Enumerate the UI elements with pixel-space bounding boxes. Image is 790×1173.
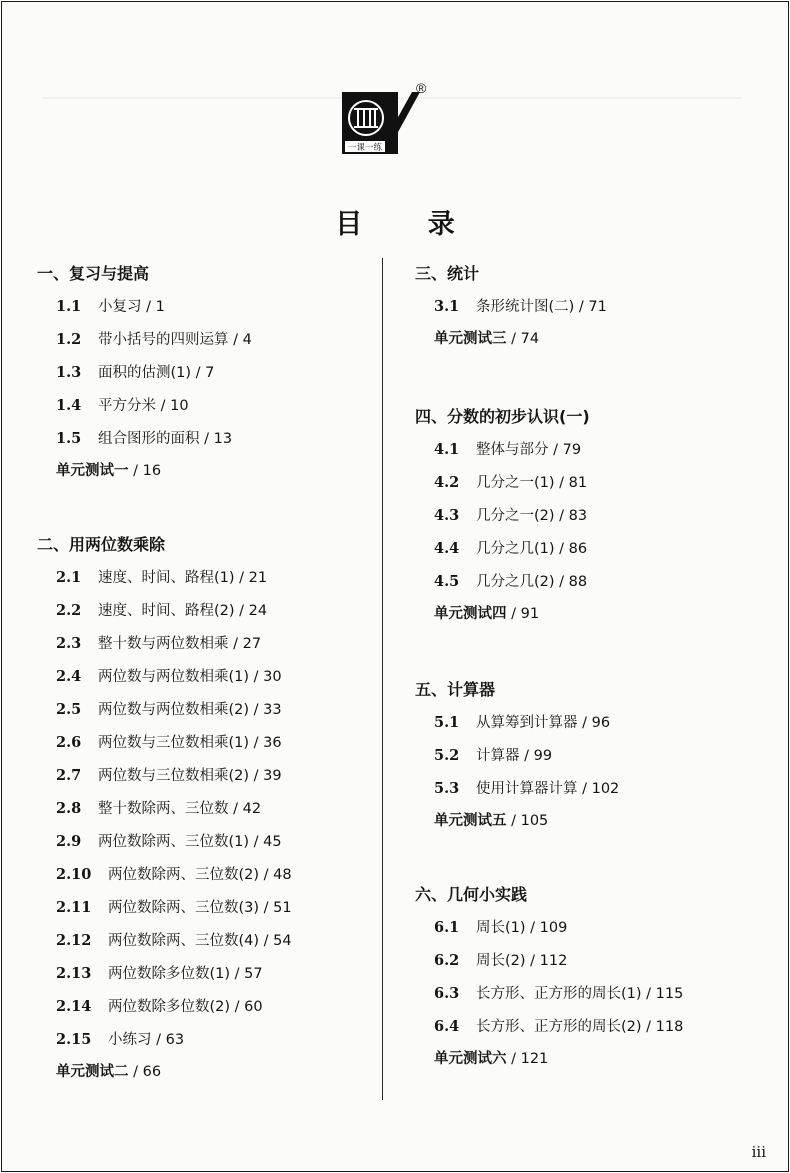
toc-entry[interactable] [415,739,683,772]
toc-unit [37,257,292,488]
unit-test-entry[interactable] [37,455,292,488]
entry-label: 两位数除两、三位数(2) / 48 [108,867,292,883]
entry-label: 整体与部分 / 79 [476,442,582,458]
entry-number: 2.2 [56,602,82,619]
entry-label: 周长(1) / 109 [476,920,568,936]
toc-entry[interactable] [415,944,683,977]
entry-label: 两位数与两位数相乘(2) / 33 [98,702,282,718]
entry-number: 2.8 [56,800,82,817]
page-number: iii [751,1143,766,1161]
entry-number: 2.6 [56,734,82,751]
entry-number: 4.1 [434,441,460,458]
entry-number: 1.3 [56,364,82,381]
entry-label: 使用计算器计算 / 102 [476,781,620,797]
unit-test-name: 单元测试三 [434,331,507,347]
entry-label: 带小括号的四则运算 / 4 [98,332,252,348]
toc-unit [415,878,683,1076]
toc-entry[interactable] [415,772,683,805]
toc-entry[interactable] [37,990,292,1023]
entry-number: 1.2 [56,331,82,348]
unit-heading[interactable]: 四、分数的初步认识(一) [415,407,590,426]
entry-number: 2.1 [56,569,82,586]
toc-unit [415,257,683,356]
unit-test-page: / 91 [506,606,540,622]
toc-entry[interactable] [37,389,292,422]
entry-label: 两位数除两、三位数(4) / 54 [108,933,292,949]
toc-page [1,1,789,1172]
entry-label: 几分之一(1) / 81 [476,475,588,491]
toc-entry[interactable] [415,706,683,739]
toc-unit [415,673,683,838]
entry-label: 小练习 / 63 [108,1032,185,1048]
entry-number: 6.1 [434,919,460,936]
entry-label: 整十数除两、三位数 / 42 [98,801,262,817]
toc-entry[interactable] [37,660,292,693]
unit-test-entry[interactable] [415,598,683,631]
toc-entry[interactable] [37,594,292,627]
entry-number: 2.12 [56,932,92,949]
entry-label: 两位数除两、三位数(1) / 45 [98,834,282,850]
toc-unit [37,528,292,1089]
page-title: 目 录 [335,209,483,240]
entry-number: 6.4 [434,1018,460,1035]
entry-number: 1.4 [56,397,82,414]
unit-test-name: 单元测试五 [434,813,507,829]
column-divider [382,258,383,1100]
unit-heading[interactable]: 三、统计 [415,264,480,283]
toc-entry[interactable] [415,433,683,466]
unit-test-page: / 66 [128,1064,162,1080]
entry-number: 4.4 [434,540,460,557]
entry-number: 2.13 [56,965,92,982]
entry-label: 面积的估测(1) / 7 [98,365,215,381]
entry-label: 两位数与三位数相乘(2) / 39 [98,768,282,784]
toc-entry[interactable] [37,290,292,323]
entry-label: 条形统计图(二) / 71 [476,299,607,315]
toc-entry[interactable] [37,561,292,594]
unit-test-page: / 74 [506,331,540,347]
entry-label: 从算筹到计算器 / 96 [476,715,611,731]
unit-test-name: 单元测试二 [56,1064,129,1080]
entry-number: 4.2 [434,474,460,491]
entry-label: 几分之几(1) / 86 [476,541,588,557]
unit-test-page: / 16 [128,463,162,479]
toc-entry[interactable] [415,911,683,944]
toc-entry[interactable] [37,422,292,455]
toc-entry[interactable] [37,825,292,858]
entry-number: 2.4 [56,668,82,685]
toc-entry[interactable] [37,693,292,726]
entry-number: 4.3 [434,507,460,524]
toc-entry[interactable] [415,499,683,532]
toc-entry[interactable] [37,924,292,957]
entry-number: 5.3 [434,780,460,797]
entry-number: 2.15 [56,1031,92,1048]
entry-number: 6.2 [434,952,460,969]
unit-test-name: 单元测试一 [56,463,129,479]
toc-entry[interactable] [37,726,292,759]
toc-entry[interactable] [37,323,292,356]
entry-label: 整十数与两位数相乘 / 27 [98,636,262,652]
toc-entry[interactable] [415,977,683,1010]
entry-number: 2.9 [56,833,82,850]
entry-label: 几分之一(2) / 83 [476,508,588,524]
entry-label: 两位数与两位数相乘(1) / 30 [98,669,282,685]
entry-number: 2.5 [56,701,82,718]
entry-label: 组合图形的面积 / 13 [98,431,233,447]
entry-number: 4.5 [434,573,460,590]
entry-label: 两位数与三位数相乘(1) / 36 [98,735,282,751]
entry-number: 6.3 [434,985,460,1002]
unit-heading[interactable]: 五、计算器 [415,680,496,699]
toc-entry[interactable] [37,627,292,660]
entry-label: 小复习 / 1 [98,299,165,315]
toc-left-column [37,257,292,1089]
entry-label: 平方分米 / 10 [98,398,189,414]
publisher-logo-icon [342,92,420,158]
entry-label: 两位数除两、三位数(3) / 51 [108,900,292,916]
entry-number: 5.2 [434,747,460,764]
toc-entry[interactable] [37,356,292,389]
entry-label: 几分之几(2) / 88 [476,574,588,590]
toc-entry[interactable] [37,858,292,891]
toc-unit [415,400,683,631]
unit-test-page: / 105 [506,813,549,829]
logo-label: 一课一练 [347,143,383,153]
entry-number: 2.11 [56,899,92,916]
entry-label: 长方形、正方形的周长(1) / 115 [476,986,684,1002]
entry-label: 速度、时间、路程(1) / 21 [98,570,268,586]
toc-entry[interactable] [415,290,683,323]
unit-test-entry[interactable] [415,323,683,356]
unit-heading[interactable]: 一、复习与提高 [37,264,150,283]
entry-number: 1.1 [56,298,82,315]
toc-entry[interactable] [37,891,292,924]
unit-heading[interactable]: 二、用两位数乘除 [37,535,166,554]
registered-mark: ® [416,80,427,96]
toc-entry[interactable] [37,1023,292,1056]
entry-number: 3.1 [434,298,460,315]
entry-number: 2.3 [56,635,82,652]
entry-label: 两位数除多位数(2) / 60 [108,999,263,1015]
unit-test-name: 单元测试四 [434,606,507,622]
toc-entry[interactable] [415,1010,683,1043]
entry-number: 2.10 [56,866,92,883]
unit-test-name: 单元测试六 [434,1051,507,1067]
unit-test-entry[interactable] [415,805,683,838]
entry-label: 速度、时间、路程(2) / 24 [98,603,268,619]
entry-number: 2.7 [56,767,82,784]
entry-number: 1.5 [56,430,82,447]
toc-entry[interactable] [415,532,683,565]
entry-label: 计算器 / 99 [476,748,553,764]
unit-test-entry[interactable] [415,1043,683,1076]
unit-test-page: / 121 [506,1051,549,1067]
toc-entry[interactable] [37,759,292,792]
toc-entry[interactable] [37,792,292,825]
unit-test-entry[interactable] [37,1056,292,1089]
unit-heading[interactable]: 六、几何小实践 [415,885,528,904]
entry-number: 2.14 [56,998,92,1015]
entry-label: 长方形、正方形的周长(2) / 118 [476,1019,684,1035]
toc-entry[interactable] [415,466,683,499]
toc-entry[interactable] [415,565,683,598]
entry-label: 周长(2) / 112 [476,953,568,969]
toc-entry[interactable] [37,957,292,990]
entry-number: 5.1 [434,714,460,731]
toc-right-column [415,257,683,1076]
entry-label: 两位数除多位数(1) / 57 [108,966,263,982]
